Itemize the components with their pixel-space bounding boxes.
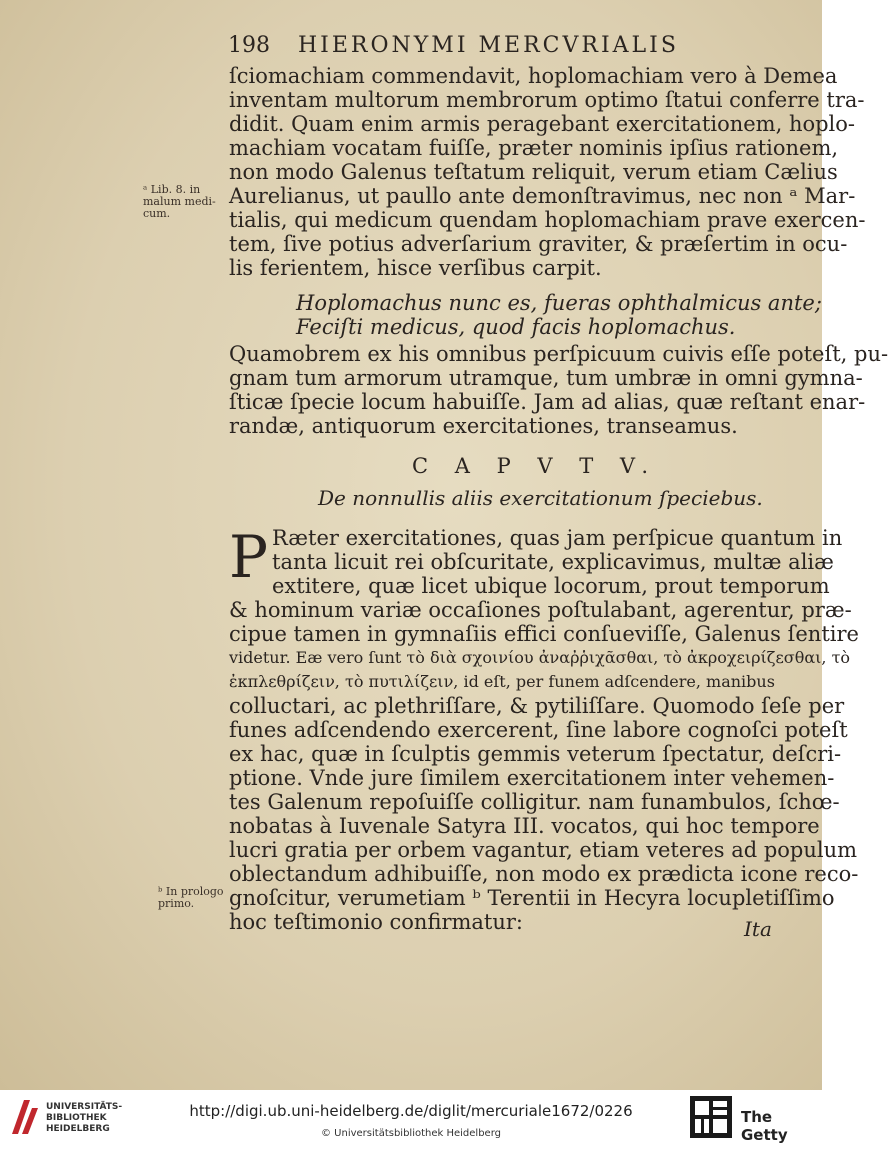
text-line: funes adſcendendo exercerent, ſine labore cognoſci poteſt: [229, 718, 848, 742]
text-line: tialis, qui medicum quendam hoplomachiam prave exercen-: [229, 208, 866, 232]
text-line: ſticæ ſpecie locum habuiſſe. Jam ad alias, quæ reſtant enar-: [229, 390, 866, 414]
text-line: ſciomachiam commendavit, hoplomachiam vero à Demea: [229, 64, 838, 88]
library-name: UNIVERSITÄTS- BIBLIOTHEK HEIDELBERG: [46, 1102, 123, 1134]
text-line: ptione. Vnde jure ſimilem exercitationem inter vehemen-: [229, 766, 835, 790]
drop-capital: P: [229, 523, 269, 591]
text-line-greek: ἐκπλεθρίζειν, τὸ πυτιλίζειν, id eſt, per funem adſcendere, manibus: [229, 672, 775, 691]
text-line: lis ferientem, hisce verſibus carpit.: [229, 256, 602, 280]
getty-logo-icon: [690, 1096, 732, 1138]
partner-name: The Getty: [741, 1108, 788, 1144]
running-header: [228, 34, 679, 58]
chapter-subtitle: De nonnullis aliis exercitationum ſpeciebus.: [318, 486, 763, 510]
text-line: gnam tum armorum utramque, tum umbræ in omni gymna-: [229, 366, 863, 390]
margin-note: ᵃ Lib. 8. in malum medi- cum.: [143, 183, 216, 220]
viewer-footer: [0, 1090, 822, 1149]
page-number: 198: [228, 33, 270, 58]
text-line: cipue tamen in gymnaſiis effici conſueviſſe, Galenus ſentire: [229, 622, 859, 646]
text-line: colluctari, ac plethriſſare, & pytiliſſare. Quomodo ſeſe per: [229, 694, 845, 718]
verse-line: Hoplomachus nunc es, fueras ophthalmicus ante;: [296, 291, 822, 315]
margin-note: ᵇ In prologo primo.: [158, 885, 224, 910]
text-line: oblectandum adhibuiſſe, non modo ex prædicta icone reco-: [229, 862, 859, 886]
copyright-notice: © Universitätsbibliothek Heidelberg: [320, 1128, 501, 1139]
text-line-greek: videtur. Eæ vero ſunt τὸ διὰ σχοινίου ἀναῤῥιχᾶσθαι, τὸ ἀκροχειρίζεσθαι, τὸ: [229, 648, 851, 667]
text-line: Quamobrem ex his omnibus perſpicuum cuivis eſſe poteſt, pu-: [229, 342, 888, 366]
text-line: ex hac, quæ in ſculptis gemmis veterum ſpectatur, deſcri-: [229, 742, 842, 766]
text-line: Ræter exercitationes, quas jam perſpicue quantum in: [272, 526, 843, 550]
permalink-url[interactable]: http://digi.ub.uni-heidelberg.de/diglit/mercuriale1672/0226: [189, 1102, 633, 1120]
text-line: extitere, quæ licet ubique locorum, prout temporum: [272, 574, 830, 598]
text-line: tem, ſive potius adverſarium graviter, & præſertim in ocu-: [229, 232, 848, 256]
text-line: lucri gratia per orbem vagantur, etiam veteres ad populum: [229, 838, 858, 862]
text-line: didit. Quam enim armis peragebant exercitationem, hoplo-: [229, 112, 856, 136]
chapter-title: C A P V T V.: [412, 454, 659, 478]
catchword: Ita: [744, 917, 772, 941]
text-line: non modo Galenus teſtatum reliquit, verum etiam Cælius: [229, 160, 838, 184]
text-line: Aurelianus, ut paullo ante demonſtravimus, nec non ᵃ Mar-: [229, 184, 856, 208]
text-line: nobatas à Iuvenale Satyra III. vocatos, qui hoc tempore: [229, 814, 820, 838]
text-line: randæ, antiquorum exercitationes, transeamus.: [229, 414, 738, 438]
text-line: hoc teſtimonio confirmatur:: [229, 910, 523, 934]
text-line: tes Galenum repoſuiſſe colligitur. nam funambulos, ſchœ-: [229, 790, 840, 814]
text-line: gnoſcitur, verumetiam ᵇ Terentii in Hecyra locupletiſſimo: [229, 886, 835, 910]
text-line: tanta licuit rei obſcuritate, explicavimus, multæ aliæ: [272, 550, 834, 574]
text-line: inventam multorum membrorum optimo ſtatui conferre tra-: [229, 88, 865, 112]
text-line: & hominum variæ occaſiones poſtulabant, agerentur, præ-: [229, 598, 852, 622]
text-line: machiam vocatam fuiſſe, præter nominis ipſius rationem,: [229, 136, 839, 160]
running-title: HIERONYMI MERCVRIALIS: [298, 33, 679, 58]
verse-line: Feciſti medicus, quod facis hoplomachus.: [296, 315, 736, 339]
